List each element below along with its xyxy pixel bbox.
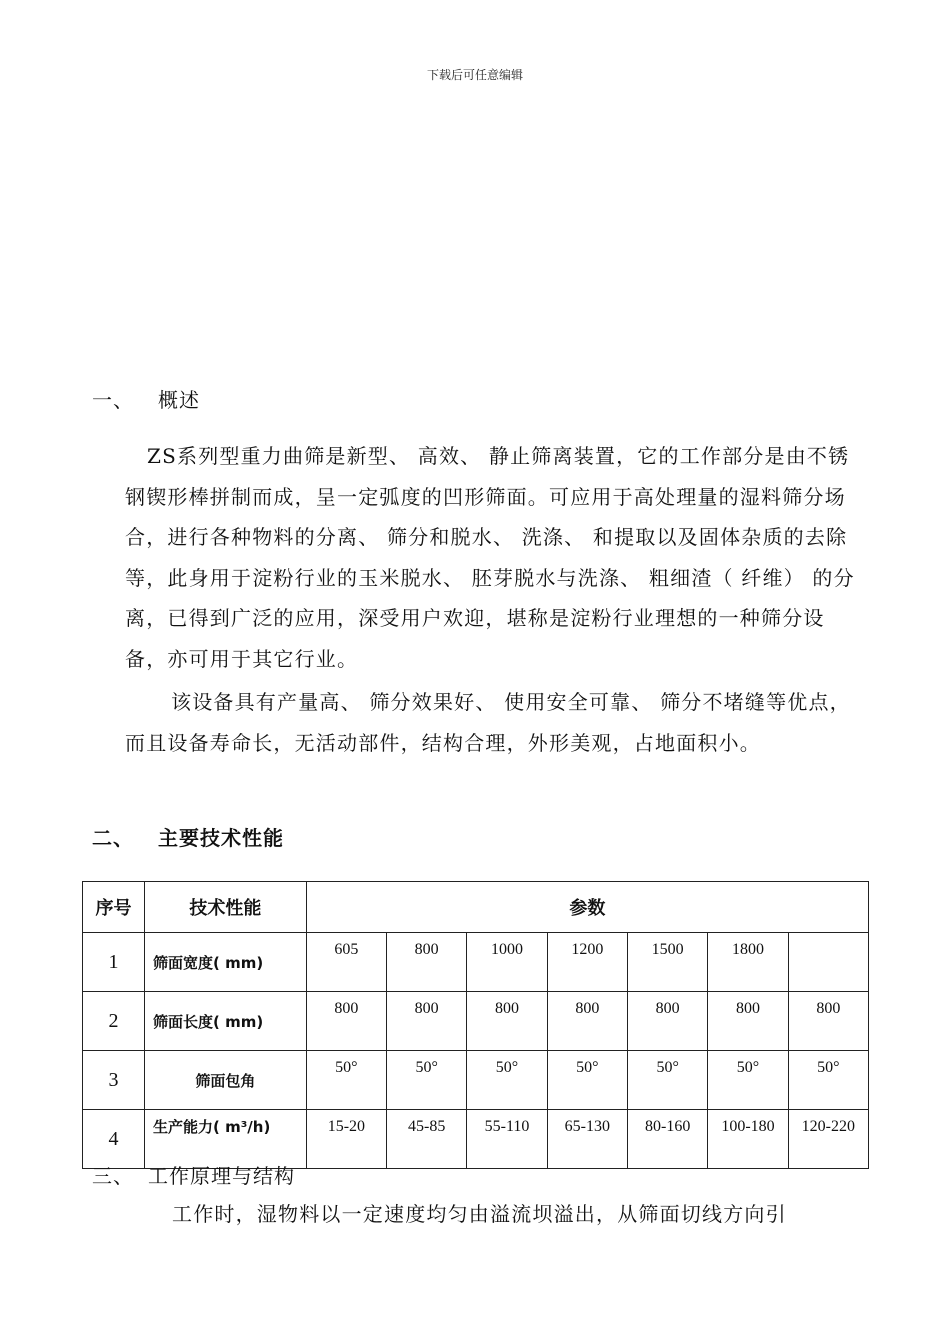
table-row [83,933,869,992]
param-cell [788,933,868,992]
param-cell: 1500 [628,933,708,992]
param-cell: 45-85 [387,1110,467,1169]
row-name: 筛面长度( mm) [145,992,307,1051]
param-cell: 800 [788,992,868,1051]
param-cell: 100-180 [708,1110,788,1169]
param-cell: 50° [306,1051,386,1110]
section-title: 概述 [158,388,200,412]
row-seq: 4 [83,1110,145,1169]
spec-table [82,881,869,1169]
param-cell: 800 [387,992,467,1051]
param-cell: 800 [628,992,708,1051]
param-cell: 50° [708,1051,788,1110]
row-name: 筛面包角 [145,1051,307,1110]
param-cell: 1000 [467,933,547,992]
section-number: 一、 [92,388,134,412]
overview-paragraph-2: 该设备具有产量高、 筛分效果好、 使用安全可靠、 筛分不堵缝等优点，而且设备寿命长，无活动部件，结构合理，外形美观，占地面积小。 [125,690,851,755]
param-cell: 1800 [708,933,788,992]
param-cell: 800 [467,992,547,1051]
param-cell: 50° [387,1051,467,1110]
table-row [83,1051,869,1110]
param-cell: 80-160 [628,1110,708,1169]
row-seq: 2 [83,992,145,1051]
table-row [83,992,869,1051]
param-cell: 55-110 [467,1110,547,1169]
param-cell: 50° [547,1051,627,1110]
section-title: 主要技术性能 [158,826,284,850]
param-cell: 120-220 [788,1110,868,1169]
header-params: 参数 [306,882,868,933]
table-header-row [83,882,869,933]
section-heading-specs [92,822,284,851]
param-cell: 50° [788,1051,868,1110]
param-cell: 605 [306,933,386,992]
header-name: 技术性能 [145,882,307,933]
row-name: 筛面宽度( mm) [145,933,307,992]
header-note: 下载后可任意编辑 [426,68,523,82]
header-seq: 序号 [83,882,145,933]
overview-paragraph-1: ZS系列型重力曲筛是新型、 高效、 静止筛离装置，它的工作部分是由不锈钢锲形棒拼制而成，呈一定弧度的凹形筛面。可应用于高处理量的湿料筛分场合，进行各种物料的分离、 筛分和脱水、 洗涤、 和提取以及固体杂质的去除等，此身用于淀粉行业的玉米脱水、 胚芽脱水与洗涤、 粗细渣（ 纤维） 的分离，已得到广泛的应用，深受用户欢迎，堪称是淀粉行业理想的一种筛分设备，亦可用于其它行业。 [125,444,855,671]
param-cell: 800 [547,992,627,1051]
principle-paragraph-1: 工作时，湿物料以一定速度均匀由溢流坝溢出，从筛面切线方向引 [172,1202,787,1226]
param-cell: 800 [387,933,467,992]
section-number: 二、 [92,826,134,850]
section-heading-overview [92,384,200,413]
param-cell: 800 [708,992,788,1051]
param-cell: 65-130 [547,1110,627,1169]
param-cell: 15-20 [306,1110,386,1169]
section-number: 三、 [92,1164,134,1188]
section-title: 工作原理与结构 [148,1164,295,1188]
param-cell: 800 [306,992,386,1051]
row-seq: 1 [83,933,145,992]
section-heading-principle [92,1160,295,1189]
param-cell: 50° [467,1051,547,1110]
param-cell: 1200 [547,933,627,992]
row-seq: 3 [83,1051,145,1110]
param-cell: 50° [628,1051,708,1110]
row-name: 生产能力( m³/h) [145,1110,307,1169]
